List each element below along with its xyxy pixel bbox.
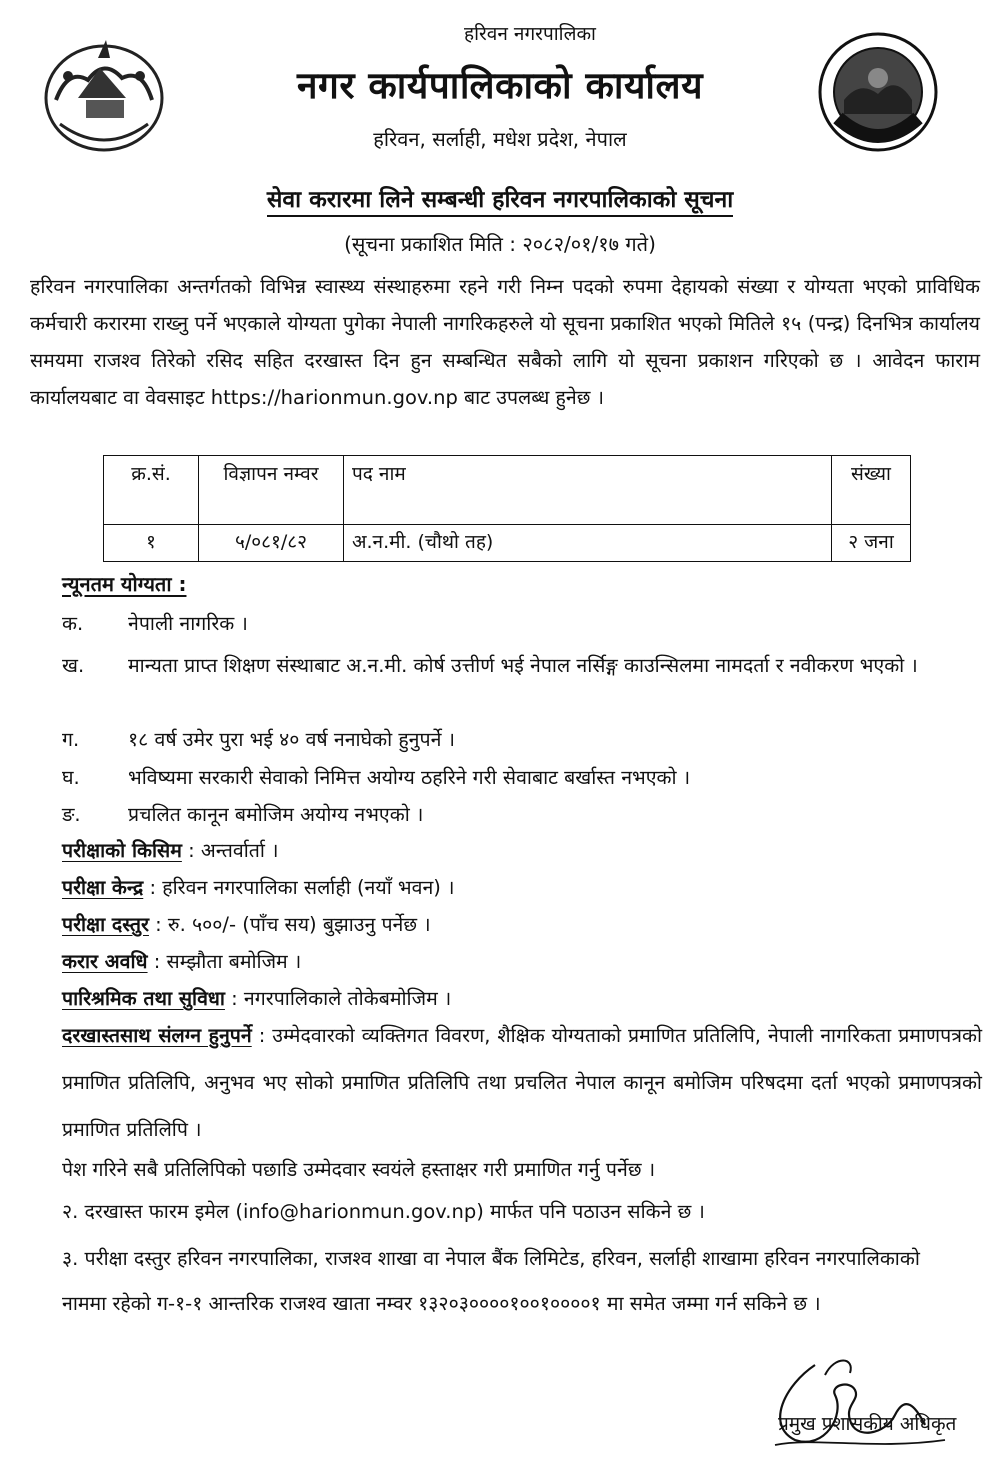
qualification-text: प्रचलित कानून बमोजिम अयोग्य नभएको । xyxy=(128,803,424,826)
qualification-label: क. xyxy=(62,612,84,635)
cell-count: २ जना xyxy=(832,525,911,562)
qualification-label: ङ. xyxy=(62,803,81,826)
header-ad-number: विज्ञापन नम्वर xyxy=(199,456,344,525)
exam-fee-value: : रु. ५००/- (पाँच सय) बुझाउनु पर्नेछ । xyxy=(148,913,431,936)
office-address: हरिवन, सर्लाही, मधेश प्रदेश, नेपाल xyxy=(373,127,627,151)
municipality-name: हरिवन नगरपालिका xyxy=(464,23,596,45)
payment-note: ३. परीक्षा दस्तुर हरिवन नगरपालिका, राजश्व शाखा वा नेपाल बैंक लिमिटेड, हरिवन, सर्लाही शाखामा हरिवन नगरपालिकाको नाममा रहेको ग-१-१ आन्तरिक राजश्व खाता नम्वर १३२०३००००१००१००००१ मा समेत जम्मा गर्न सकिने छ । xyxy=(62,1247,920,1315)
notice-title: सेवा करारमा लिने सम्बन्धी हरिवन नगरपालिकाको सूचना xyxy=(150,182,850,214)
remuneration-value: : नगरपालिकाले तोकेबमोजिम । xyxy=(224,987,452,1010)
cell-ad-number: ५/०८१/८२ xyxy=(199,525,344,562)
exam-fee xyxy=(62,910,431,937)
copies-note: पेश गरिने सबै प्रतिलिपिको पछाडि उम्मेदवार स्वयंले हस्ताक्षर गरी प्रमाणित गर्नु पर्नेछ । xyxy=(62,1158,656,1181)
contract-period xyxy=(62,947,301,974)
header-sn: क्र.सं. xyxy=(104,456,199,525)
exam-center xyxy=(62,873,455,900)
exam-center-value: : हरिवन नगरपालिका सर्लाही (नयाँ भवन) । xyxy=(143,876,455,899)
cell-post-name: अ.न.मी. (चौथो तह) xyxy=(344,525,832,562)
header-count: संख्या xyxy=(832,456,911,525)
exam-fee-key: परीक्षा दस्तुर xyxy=(62,913,149,936)
qualification-item xyxy=(62,760,982,796)
exam-center-key: परीक्षा केन्द्र xyxy=(62,876,144,899)
qualification-item xyxy=(62,797,982,833)
qualification-label: ख. xyxy=(62,654,85,677)
remuneration-key: पारिश्रमिक तथा सुविधा xyxy=(62,987,225,1010)
exam-type-value: : अन्तर्वार्ता । xyxy=(181,839,279,862)
municipality-seal-logo xyxy=(816,30,940,154)
attachments-value: : उम्मेदवारको व्यक्तिगत विवरण, शैक्षिक योग्यताको प्रमाणित प्रतिलिपि, नेपाली नागरिकता प्रमाणपत्रको प्रमाणित प्रतिलिपि, अनुभव भए सोको प्रमाणित प्रतिलिपि तथा प्रचलित नेपाल कानून बमोजिम परिषदमा दर्ता भएको प्रमाणपत्रको प्रमाणित प्रतिलिपि । xyxy=(62,1024,982,1141)
qualification-text: भविष्यमा सरकारी सेवाको निमित्त अयोग्य ठहरिने गरी सेवाबाट बर्खास्त नभएको । xyxy=(128,766,691,789)
attachments-key: दरखास्तसाथ संलग्न हुनुपर्ने xyxy=(62,1024,252,1047)
email-note: २. दरखास्त फारम इमेल (info@harionmun.gov.np) मार्फत पनि पठाउन सकिने छ । xyxy=(62,1200,705,1223)
signer-title: प्रमुख प्रशासकीय अधिकृत xyxy=(778,1413,957,1435)
publish-date: (सूचना प्रकाशित मिति : २०८२/०१/१७ गते) xyxy=(344,232,656,256)
qualification-label: घ. xyxy=(62,766,80,789)
qualification-item xyxy=(62,648,982,684)
table-row xyxy=(104,525,911,562)
signature-scribble xyxy=(755,1345,955,1455)
qualification-item xyxy=(62,606,982,642)
contract-period-key: करार अवधि xyxy=(62,950,148,973)
qualification-text: नेपाली नागरिक । xyxy=(128,612,248,635)
exam-type-key: परीक्षाको किसिम xyxy=(62,839,182,862)
qualification-label: ग. xyxy=(62,728,80,751)
nepal-emblem-logo xyxy=(38,28,170,158)
remuneration xyxy=(62,984,451,1011)
qualification-item xyxy=(62,722,982,758)
header-post-name: पद नाम xyxy=(344,456,832,525)
attachments-paragraph xyxy=(62,1012,982,1153)
qualification-text: मान्यता प्राप्त शिक्षण संस्थाबाट अ.न.मी. कोर्ष उत्तीर्ण भई नेपाल नर्सिङ्ग काउन्सिलमा नामदर्ता र नवीकरण भएको । xyxy=(128,654,918,677)
qualification-text: १८ वर्ष उमेर पुरा भई ४० वर्ष ननाघेको हुनुपर्ने । xyxy=(128,728,455,751)
cell-sn: १ xyxy=(104,525,199,562)
office-title: नगर कार्यपालिकाको कार्यालय xyxy=(296,64,704,107)
contract-period-value: : सम्झौता बमोजिम । xyxy=(147,950,302,973)
intro-paragraph: हरिवन नगरपालिका अन्तर्गतको विभिन्न स्वास्थ्य संस्थाहरुमा रहने गरी निम्न पदको रुपमा देहायको संख्या र योग्यता भएको प्राविधिक कर्मचारी करारमा राख्नु पर्ने भएकाले योग्यता पुगेका नेपाली नागरिकहरुले यो सूचना प्रकाशित भएको मितिले १५ (पन्द्र) दिनभित्र कार्यालय समयमा राजश्व तिरेको रसिद सहित दरखास्त दिन हुन सम्बन्धित सबैको लागि यो सूचना प्रकाशन गरिएको छ । आवेदन फाराम कार्यालयबाट वा वेवसाइट https://harionmun.gov.np बाट उपलब्ध हुनेछ । xyxy=(30,275,980,409)
table-header-row xyxy=(104,456,911,525)
qualifications-heading: न्यूनतम योग्यता : xyxy=(62,572,187,596)
posts-table xyxy=(103,455,911,562)
exam-type xyxy=(62,836,279,863)
